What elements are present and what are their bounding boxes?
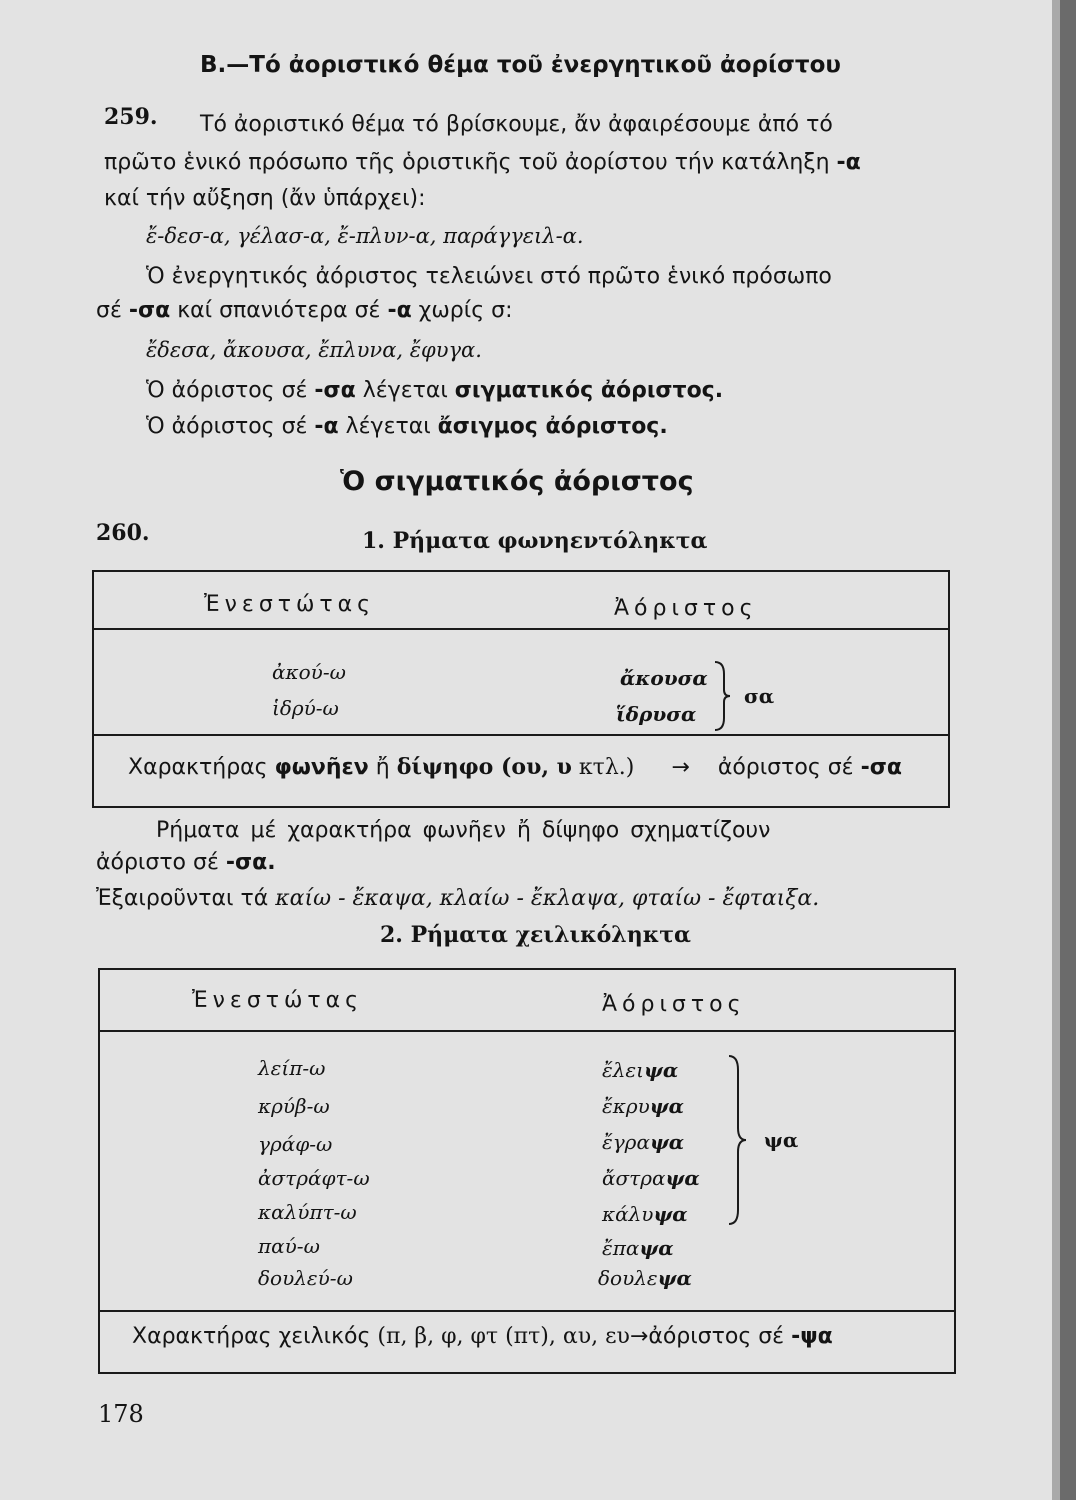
examples-2: ἔδεσα, ἄκουσα, ἔπλυνα, ἔφυγα. <box>146 338 482 362</box>
table2-ending: ψα <box>764 1128 799 1152</box>
p4-b: -α <box>314 414 339 439</box>
table1-footer-rule <box>92 734 950 736</box>
para259-line2 <box>104 150 861 175</box>
table2-aorist-5 <box>602 1202 688 1226</box>
asigmatic-definition <box>146 414 668 439</box>
p3-d: σιγματικός ἀόριστος. <box>454 378 724 403</box>
examples-1: ἔ-δεσ-α, γέλασ-α, ἔ-πλυν-α, παράγγειλ-α. <box>146 224 584 248</box>
table1-col-present: Ἐνεστώτας <box>204 592 376 617</box>
p3-b: -σα <box>314 378 356 403</box>
paragraph-number-259: 259. <box>104 104 158 130</box>
a6-stem: ἔπα <box>602 1236 640 1260</box>
table2-aorist-4 <box>602 1166 700 1190</box>
p2-text-a: σέ <box>96 298 129 323</box>
t2f-a: Χαρακτήρας χειλικός <box>132 1324 378 1349</box>
t1f-c: ἤ <box>368 755 397 780</box>
t1f-d: δίψηφο (ου, υ <box>396 754 572 780</box>
arrow-icon: → <box>671 755 690 780</box>
t2f-c: ἀόριστος σέ <box>648 1324 792 1349</box>
para259-line1: Τό ἀοριστικό θέμα τό βρίσκουμε, ἄν ἀφαιρέσουμε ἀπό τό <box>200 112 833 137</box>
table2-present-1: λείπ-ω <box>258 1056 326 1080</box>
a2-stem: ἔκρυ <box>602 1094 650 1118</box>
note2b: καίω - ἔκαψα, κλαίω - ἔκλαψα, φταίω - ἔφταιξα. <box>275 886 820 911</box>
table2-aorist-2 <box>602 1094 684 1118</box>
p2-text-c: καί σπανιότερα σέ <box>170 298 388 323</box>
a6-end: ψα <box>639 1236 674 1260</box>
note-vowel-verbs-2 <box>96 850 276 875</box>
table1-col-aorist: Ἀόριστος <box>614 596 758 621</box>
note2a: Ἐξαιροῦνται τά <box>96 886 276 911</box>
page-number: 178 <box>98 1400 144 1428</box>
a7-end: ψα <box>657 1266 692 1290</box>
table1-present-2: ἱδρύ-ω <box>272 696 339 720</box>
sigmatic-definition <box>146 378 723 403</box>
a7-stem: δουλε <box>598 1266 658 1290</box>
section-heading <box>200 52 841 78</box>
table1-footer <box>128 754 902 780</box>
a3-stem: ἔγρα <box>602 1130 650 1154</box>
para259-p2-line1: Ὁ ἐνεργητικός ἀόριστος τελειώνει στό πρῶτο ἑνικό πρόσωπο <box>146 264 832 289</box>
arrow-icon-2: → <box>629 1324 649 1349</box>
table1-brace <box>712 660 732 732</box>
table2-aorist-1 <box>602 1058 678 1082</box>
table2-present-7: δουλεύ-ω <box>258 1266 353 1290</box>
a1-end: ψα <box>643 1058 679 1082</box>
table2-col-present: Ἐνεστώτας <box>192 988 364 1013</box>
table2-aorist-7 <box>598 1266 692 1290</box>
table2-present-3: γράφ-ω <box>258 1132 333 1156</box>
table2-aorist-3 <box>602 1130 684 1154</box>
t2f-b: (π, β, φ, φτ (πτ), αυ, ευ <box>377 1324 630 1349</box>
p4-a: Ὁ ἀόριστος σέ <box>146 414 315 439</box>
para259-p2-line2 <box>96 298 512 323</box>
paragraph-number-260: 260. <box>96 520 150 546</box>
a5-end: ψα <box>653 1202 688 1226</box>
p2-ending-sa: -σα <box>128 298 171 323</box>
p3-c: λέγεται <box>355 378 455 403</box>
p4-c: λέγεται <box>338 414 438 439</box>
table2-present-2: κρύβ-ω <box>258 1094 330 1118</box>
table1-header-rule <box>92 628 950 630</box>
note-vowel-verbs-1: Ρήματα μέ χαρακτήρα φωνῆεν ἤ δίψηφο σχηματίζουν <box>156 818 771 843</box>
note-exceptions <box>96 886 819 911</box>
a1-stem: ἔλει <box>602 1058 644 1082</box>
p4-d: ἄσιγμος ἀόριστος. <box>437 414 668 439</box>
a3-end: ψα <box>649 1130 685 1154</box>
p2-text-e: χωρίς σ: <box>411 298 513 323</box>
t1f-a: Χαρακτήρας <box>128 755 275 780</box>
t2f-d: -ψα <box>791 1324 833 1349</box>
para259-line3: καί τήν αὔξηση (ἄν ὑπάρχει): <box>104 186 426 211</box>
table2-present-6: παύ-ω <box>258 1234 320 1258</box>
a5-stem: κάλυ <box>602 1202 654 1226</box>
table2-col-aorist: Ἀόριστος <box>602 992 746 1017</box>
ending-a: -α <box>836 150 861 175</box>
t1f-g: -σα <box>860 755 902 780</box>
p3-a: Ὁ ἀόριστος σέ <box>146 378 315 403</box>
table2-present-5: καλύπτ-ω <box>258 1200 357 1224</box>
para259-line2-text: πρῶτο ἑνικό πρόσωπο τῆς ὁριστικῆς τοῦ ἀορίστου τήν κατάληξη <box>104 150 837 175</box>
table2-footer-rule <box>98 1310 956 1312</box>
note1c: -σα. <box>225 850 276 875</box>
heading-text: Β.—Τό ἀοριστικό θέμα τοῦ ἐνεργητικοῦ ἀορίστου <box>200 52 841 78</box>
table2-footer <box>132 1324 833 1349</box>
a4-end: ψα <box>665 1166 700 1190</box>
subtitle-vowel-verbs: 1. Ρήματα φωνηεντόληκτα <box>362 528 708 554</box>
subtitle-labial-verbs: 2. Ρήματα χειλικόληκτα <box>380 922 691 948</box>
table2-header-rule <box>98 1030 956 1032</box>
a2-end: ψα <box>649 1094 684 1118</box>
table1-aorist-1: ἄκουσα <box>620 666 708 690</box>
section-title: Ὁ σιγματικός ἀόριστος <box>340 466 694 497</box>
p2-ending-a: -α <box>387 298 412 323</box>
table1-ending: σα <box>744 684 775 708</box>
table-labial-verbs <box>98 968 956 1374</box>
page-edge <box>1060 0 1076 1500</box>
table2-brace <box>726 1054 750 1226</box>
table2-aorist-6 <box>602 1236 674 1260</box>
note1b: ἀόριστο σέ <box>96 850 226 875</box>
page-edge-shadow <box>1052 0 1060 1500</box>
t1f-e: κτλ.) <box>571 755 635 780</box>
table2-present-4: ἀστράφτ-ω <box>258 1166 370 1190</box>
a4-stem: ἄστρα <box>602 1166 666 1190</box>
table1-present-1: ἀκού-ω <box>272 660 346 684</box>
table1-aorist-2: ἵδρυσα <box>616 702 697 726</box>
t1f-b: φωνῆεν <box>274 755 369 780</box>
t1f-f: ἀόριστος σέ <box>717 755 861 780</box>
